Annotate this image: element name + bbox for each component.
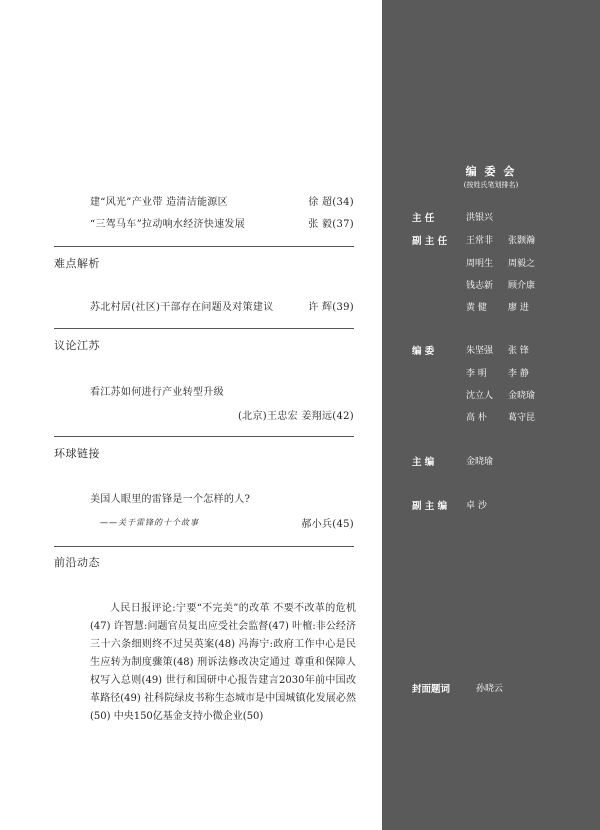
cover-calligraphy-name: 孙晓云 bbox=[476, 684, 504, 694]
section-heading: 环球链接 bbox=[54, 447, 100, 460]
editorial-committee-panel bbox=[382, 0, 600, 830]
toc-entry-subtitle: ——关于雷锋的十个故事 bbox=[100, 518, 199, 527]
section-divider bbox=[54, 246, 354, 247]
editor-label: 主 编 bbox=[412, 457, 435, 468]
deputy-name: 黄 健 bbox=[466, 303, 487, 313]
deputy-name: 廖 进 bbox=[508, 303, 529, 313]
toc-entry-title: “三驾马车”拉动响水经济快速发展 bbox=[90, 219, 246, 230]
news-digest-paragraph: 人民日报评论:宁要“不完美”的改革 不要不改革的危机(47) 许智慧:问题官员复出应受社会监督(47) 叶檀:非公经济三十六条细则终不过吴英案(48) 冯海宁:政府工作中心是民生应转为制度骤策(48) 刑诉法修改决定通过 尊重和保障人权写入总则(49) 世行和国研中心报告建言2030年前中国改革路径(49) 社科院绿皮书称生态城市是中国城镇化发展必然(50) 中央150亿基金支持小微企业(50) bbox=[90, 603, 356, 722]
section-divider bbox=[54, 328, 354, 329]
toc-entry-author: 徐 超(34) bbox=[308, 197, 354, 208]
toc-entry-author: (北京)王忠宏 姜翔远(42) bbox=[237, 411, 354, 422]
toc-entry-author: 张 毅(37) bbox=[308, 219, 354, 230]
section-heading: 议论江苏 bbox=[54, 339, 100, 352]
committee-heading: 编 委 会 bbox=[465, 165, 517, 178]
committee-heading-note: (按姓氏笔划排名) bbox=[463, 181, 519, 189]
member-name: 李 静 bbox=[508, 369, 529, 379]
deputy-name: 顾介康 bbox=[508, 281, 536, 291]
toc-entry-title: 建“风光”产业带 造清洁能源区 bbox=[90, 197, 228, 208]
member-name: 葛守昆 bbox=[508, 413, 536, 423]
section-divider bbox=[54, 436, 354, 437]
deputy-name: 周毅之 bbox=[508, 259, 536, 269]
deputy-name: 周明生 bbox=[466, 259, 494, 269]
director-label: 主 任 bbox=[412, 213, 435, 224]
section-heading: 难点解析 bbox=[54, 257, 100, 270]
toc-entry-author: 郝小兵(45) bbox=[301, 519, 354, 530]
deputy-name: 王常非 bbox=[466, 236, 494, 246]
section-heading: 前沿动态 bbox=[54, 556, 100, 569]
deputy-editor-name: 卓 沙 bbox=[466, 501, 487, 511]
member-name: 金晓瑜 bbox=[508, 391, 536, 401]
editor-name: 金晓瑜 bbox=[466, 457, 494, 467]
member-name: 沈立人 bbox=[466, 391, 494, 401]
member-name: 李 明 bbox=[466, 369, 487, 379]
toc-entry-title: 苏北村居(社区)干部存在问题及对策建议 bbox=[90, 302, 274, 313]
member-name: 张 锋 bbox=[508, 346, 529, 356]
toc-entry-title: 美国人眼里的雷锋是一个怎样的人? bbox=[90, 494, 251, 505]
deputy-name: 钱志新 bbox=[466, 281, 494, 291]
toc-entry-author: 许 辉(39) bbox=[308, 302, 354, 313]
members-label: 编 委 bbox=[412, 346, 435, 357]
deputy-label: 副 主 任 bbox=[412, 236, 448, 247]
director-name: 洪银兴 bbox=[466, 213, 494, 223]
deputy-editor-label: 副 主 编 bbox=[412, 501, 448, 512]
member-name: 高 朴 bbox=[466, 413, 487, 423]
section-divider bbox=[54, 546, 354, 547]
deputy-name: 张颢瀚 bbox=[508, 236, 536, 246]
cover-calligraphy-label: 封面题词 bbox=[412, 684, 451, 695]
member-name: 朱坚强 bbox=[466, 346, 494, 356]
toc-entry-title: 看江苏如何进行产业转型升级 bbox=[90, 387, 224, 398]
